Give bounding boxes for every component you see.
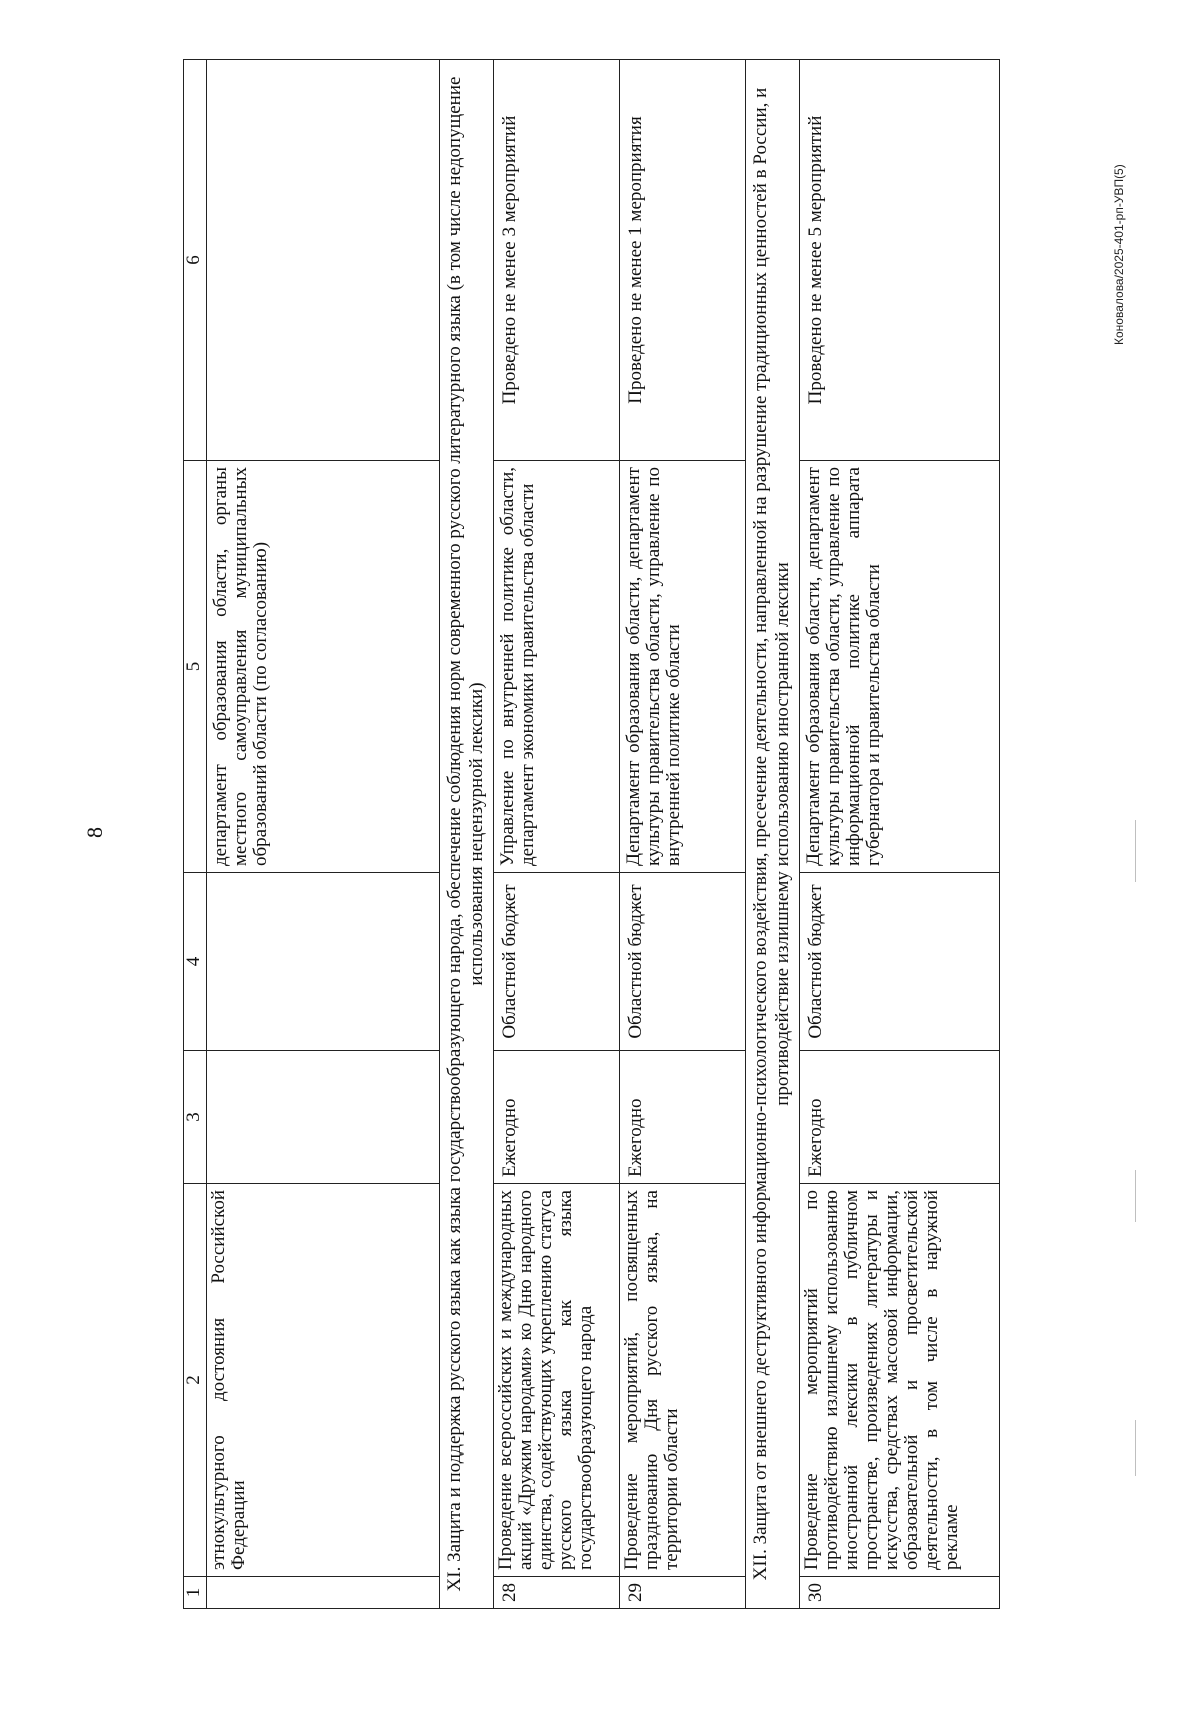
- table-row-continued: [207, 60, 440, 1609]
- row-number: 29: [620, 1577, 746, 1609]
- table-row-28: [494, 60, 620, 1609]
- row-number: 28: [494, 1577, 620, 1609]
- header-col-5: 5: [184, 461, 207, 873]
- row-period: [207, 1051, 440, 1184]
- row-executors: Департамент образования области, департамент культуры правительства области, управление по внутренней политике области: [620, 461, 746, 873]
- row-indicator: Проведено не менее 5 мероприятий: [800, 60, 1000, 461]
- row-description: Проведение мероприятий по противодействию излишнему использованию иностранной лексики в публичном пространстве, произведениях литературы и искусства, средствах массовой информации, образовательной и просветительской деятельности, в том числе в наружной рекламе: [800, 1184, 1000, 1577]
- row-executors: департамент образования области, органы местного самоуправления муниципальных образований области (по согласованию): [207, 461, 440, 873]
- document-registration-code: Коновалова/2025-401-рп-УВП(5): [1112, 164, 1126, 345]
- measures-table: [183, 59, 1000, 1609]
- row-period: Ежегодно: [494, 1051, 620, 1184]
- scan-artifact-line: [1135, 1170, 1136, 1222]
- row-source: Областной бюджет: [620, 873, 746, 1051]
- row-source: [207, 873, 440, 1051]
- row-indicator: [207, 60, 440, 461]
- row-description: Проведение мероприятий, посвященных празднованию Дня русского языка, на территории области: [620, 1184, 746, 1577]
- row-period: Ежегодно: [800, 1051, 1000, 1184]
- row-indicator: Проведено не менее 3 мероприятий: [494, 60, 620, 461]
- row-source: Областной бюджет: [800, 873, 1000, 1051]
- row-source: Областной бюджет: [494, 873, 620, 1051]
- section-row-12: [746, 60, 800, 1609]
- table-row-30: [800, 60, 1000, 1609]
- row-indicator: Проведено не менее 1 мероприятия: [620, 60, 746, 461]
- section-row-11: [440, 60, 494, 1609]
- table-row-29: [620, 60, 746, 1609]
- page-number: 8: [82, 827, 107, 838]
- row-executors: Управление по внутренней политике области, департамент экономики правительства области: [494, 461, 620, 873]
- row-description: этнокультурного достояния Российской Федерации: [207, 1184, 440, 1577]
- row-executors: Департамент образования области, департамент культуры правительства области, управление по информационной политике аппарата губернатора и правительства области: [800, 461, 1000, 873]
- scan-artifact-line: [1135, 1420, 1136, 1476]
- header-col-6: 6: [184, 60, 207, 461]
- row-number: [207, 1577, 440, 1609]
- row-description: Проведение всероссийских и международных акций «Дружим народами» ко Дню народного единства, содействующих укреплению статуса русского языка как языка государствообразующего народа: [494, 1184, 620, 1577]
- header-col-4: 4: [184, 873, 207, 1051]
- header-col-2: 2: [184, 1184, 207, 1577]
- rotated-table-container: [183, 60, 1000, 1609]
- section-title: XI. Защита и поддержка русского языка как языка государствообразующего народа, обеспечение соблюдения норм современного русского литературного языка (в том числе недопущение использования нецензурной лексики): [440, 60, 494, 1609]
- row-period: Ежегодно: [620, 1051, 746, 1184]
- header-col-3: 3: [184, 1051, 207, 1184]
- row-number: 30: [800, 1577, 1000, 1609]
- header-col-1: 1: [184, 1577, 207, 1609]
- scan-artifact-line: [1135, 820, 1136, 882]
- section-title: XII. Защита от внешнего деструктивного информационно-психологического воздействия, пресечение деятельности, направленной на разрушение традиционных ценностей в России, и противодействие излишнему использованию иностранной лексики: [746, 60, 800, 1609]
- header-row: [184, 60, 207, 1609]
